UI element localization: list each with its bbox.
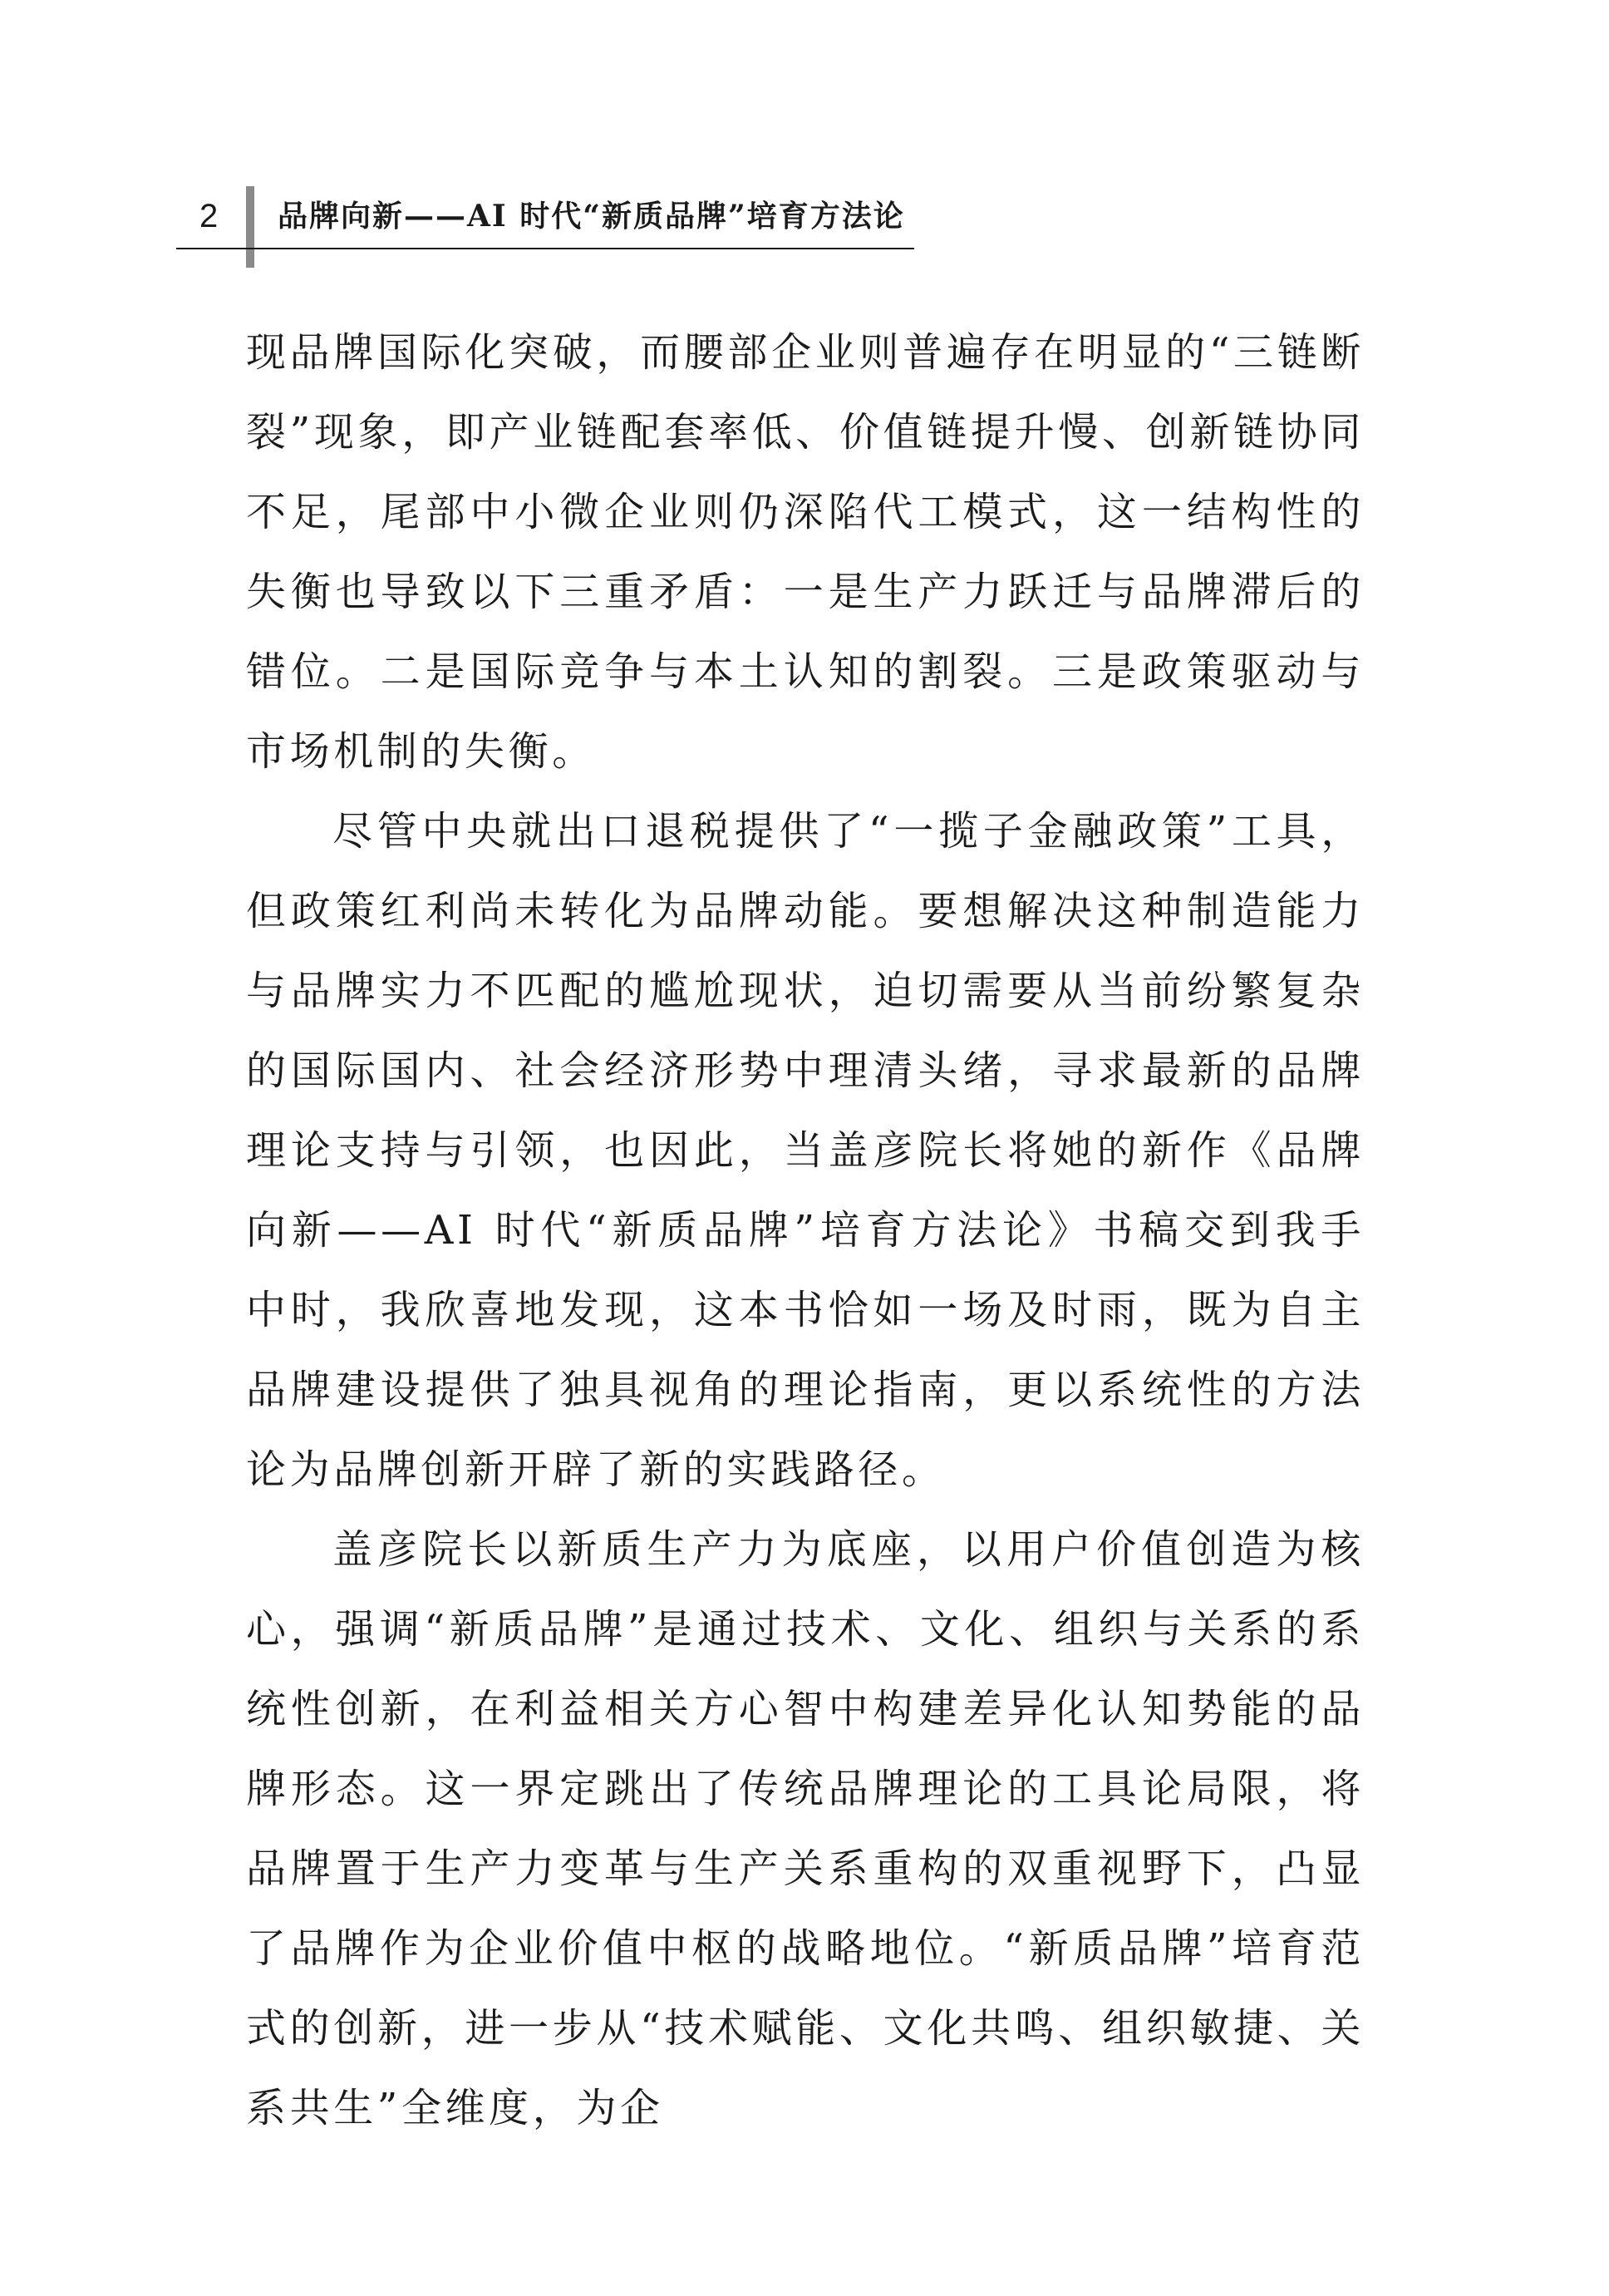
paragraph: 尽管中央就出口退税提供了“一揽子金融政策”工具，但政策红利尚未转化为品牌动能。要想解决这种制造能力与品牌实力不匹配的尴尬现状，迫切需要从当前纷繁复杂的国际国内、社会经济形势中理清头绪，寻求最新的品牌理论支持与引领，也因此，当盖彦院长将她的新作《品牌向新——AI 时代“新质品牌”培育方法论》书稿交到我手中时，我欣喜地发现，这本书恰如一场及时雨，既为自主品牌建设提供了独具视角的理论指南，更以系统性的方法论为品牌创新开辟了新的实践路径。 — [246, 808, 1365, 1493]
header-rule — [176, 248, 914, 249]
paragraph-continued: 现品牌国际化突破，而腰部企业则普遍存在明显的“三链断裂”现象，即产业链配套率低、价值链提升慢、创新链协同不足，尾部中小微企业则仍深陷代工模式，这一结构性的失衡也导致以下三重矛盾：一是生产力跃迁与品牌滞后的错位。二是国际竞争与本土认知的割裂。三是政策驱动与市场机制的失衡。 — [246, 329, 1365, 775]
header-divider-bar — [246, 186, 254, 268]
book-title: 品牌向新——AI 时代“新质品牌”培育方法论 — [278, 199, 905, 234]
body-text — [246, 313, 1365, 2148]
paragraph: 盖彦院长以新质生产力为底座，以用户价值创造为核心，强调“新质品牌”是通过技术、文化、组织与关系的系统性创新，在利益相关方心智中构建差异化认知势能的品牌形态。这一界定跳出了传统品牌理论的工具论局限，将品牌置于生产力变革与生产关系重构的双重视野下，凸显了品牌作为企业价值中枢的战略地位。“新质品牌”培育范式的创新，进一步从“技术赋能、文化共鸣、组织敏捷、关系共生”全维度，为企 — [246, 1526, 1365, 2131]
page-number: 2 — [199, 198, 219, 234]
running-header — [176, 186, 914, 246]
